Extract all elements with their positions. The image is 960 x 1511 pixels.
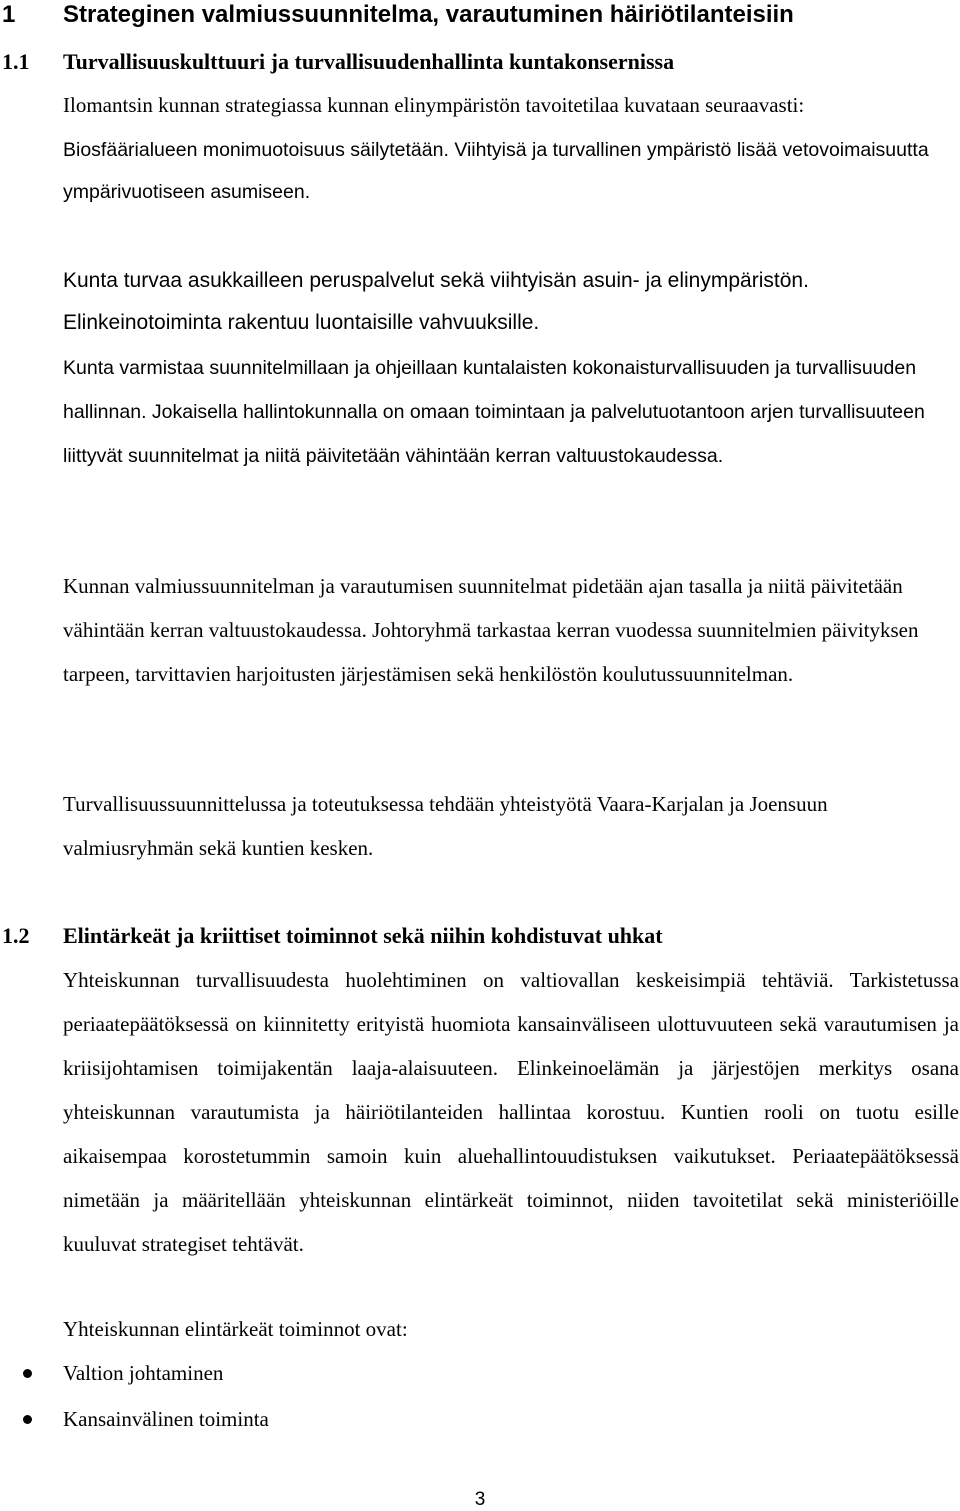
- strategy-intro: Ilomantsin kunnan strategiassa kunnan elinympäristön tavoitetilaa kuvataan seuraavasti:: [63, 93, 805, 117]
- page-number: 3: [474, 1489, 486, 1510]
- chapter-number: 1: [2, 1, 16, 28]
- list-item-label: Valtion johtaminen: [63, 1361, 224, 1385]
- safety-paragraph: Kunta varmistaa suunnitelmillaan ja ohjeillaan kuntalaisten kokonaisturvallisuuden ja turvallisuuden hallinnan. Jokaisella hallintokunnalla on omaan toimintaan ja palvelutuotantoon arjen turvallisuuteen liittyvät suunnitelmat ja niitä päivitetään vähintään kerran valtuustokaudessa.: [63, 357, 925, 467]
- bullet-icon: [23, 1415, 32, 1424]
- services-paragraph: Kunta turvaa asukkailleen peruspalvelut sekä viihtyisän asuin- ja elinympäristön.: [63, 269, 809, 292]
- vision-paragraph: [63, 129, 959, 213]
- vision-part-1: Biosfäärialueen monimuotoisuus säilytetään.: [63, 139, 449, 161]
- section-title: Elintärkeät ja kriittiset toiminnot sekä niihin kohdistuvat uhkat: [63, 923, 663, 948]
- section-number: 1.2: [2, 923, 30, 948]
- chapter-title: Strateginen valmiussuunnitelma, varautuminen häiriötilanteisiin: [63, 1, 794, 28]
- list-item: [0, 1404, 960, 1434]
- bullet-icon: [23, 1369, 32, 1378]
- plans-paragraph: Kunnan valmiussuunnitelman ja varautumisen suunnitelmat pidetään ajan tasalla ja niitä päivitetään vähintään kerran valtuustokaudessa. Johtoryhmä tarkastaa kerran vuodessa suunnitelmien päivityksen tarpeen, tarvittavien harjoitusten järjestämisen sekä henkilöstön koulutussuunnitelman.: [63, 574, 919, 686]
- list-intro: Yhteiskunnan elintärkeät toiminnot ovat:: [63, 1317, 408, 1341]
- section-title: Turvallisuuskulttuuri ja turvallisuudenhallinta kuntakonsernissa: [63, 49, 675, 74]
- vision-part-2: Viihtyisä ja turvallinen ympäristö lisää vetovoimaisuutta ympärivuotiseen asumiseen.: [63, 139, 929, 203]
- section-number: 1.1: [2, 49, 30, 74]
- list-item-label: Kansainvälinen toiminta: [63, 1407, 269, 1431]
- business-paragraph: Elinkeinotoiminta rakentuu luontaisille vahvuuksille.: [63, 311, 540, 334]
- list-item: [0, 1358, 960, 1388]
- cooperation-paragraph: Turvallisuussuunnittelussa ja toteutuksessa tehdään yhteistyötä Vaara-Karjalan ja Joensuun valmiusryhmän sekä kuntien kesken.: [63, 792, 828, 860]
- critical-functions-paragraph: Yhteiskunnan turvallisuudesta huolehtiminen on valtiovallan keskeisimpiä tehtäviä. Tarkistetussa periaatepäätöksessä on kiinnitetty erityistä huomiota kansainväliseen ulottuvuuteen sekä varautumisen ja kriisijohtamisen toimijakentän laaja-alaisuuteen. Elinkeinoelämän ja järjestöjen merkitys osana yhteiskunnan varautumista ja häiriötilanteiden hallintaa korostuu. Kuntien rooli on tuotu esille aikaisempaa korostetummin samoin kuin aluehallintouudistuksen vaikutukset. Periaatepäätöksessä nimetään ja määritellään yhteiskunnan elintärkeät toiminnot, niiden tavoitetilat sekä ministeriöille kuuluvat strategiset tehtävät.: [63, 968, 959, 1256]
